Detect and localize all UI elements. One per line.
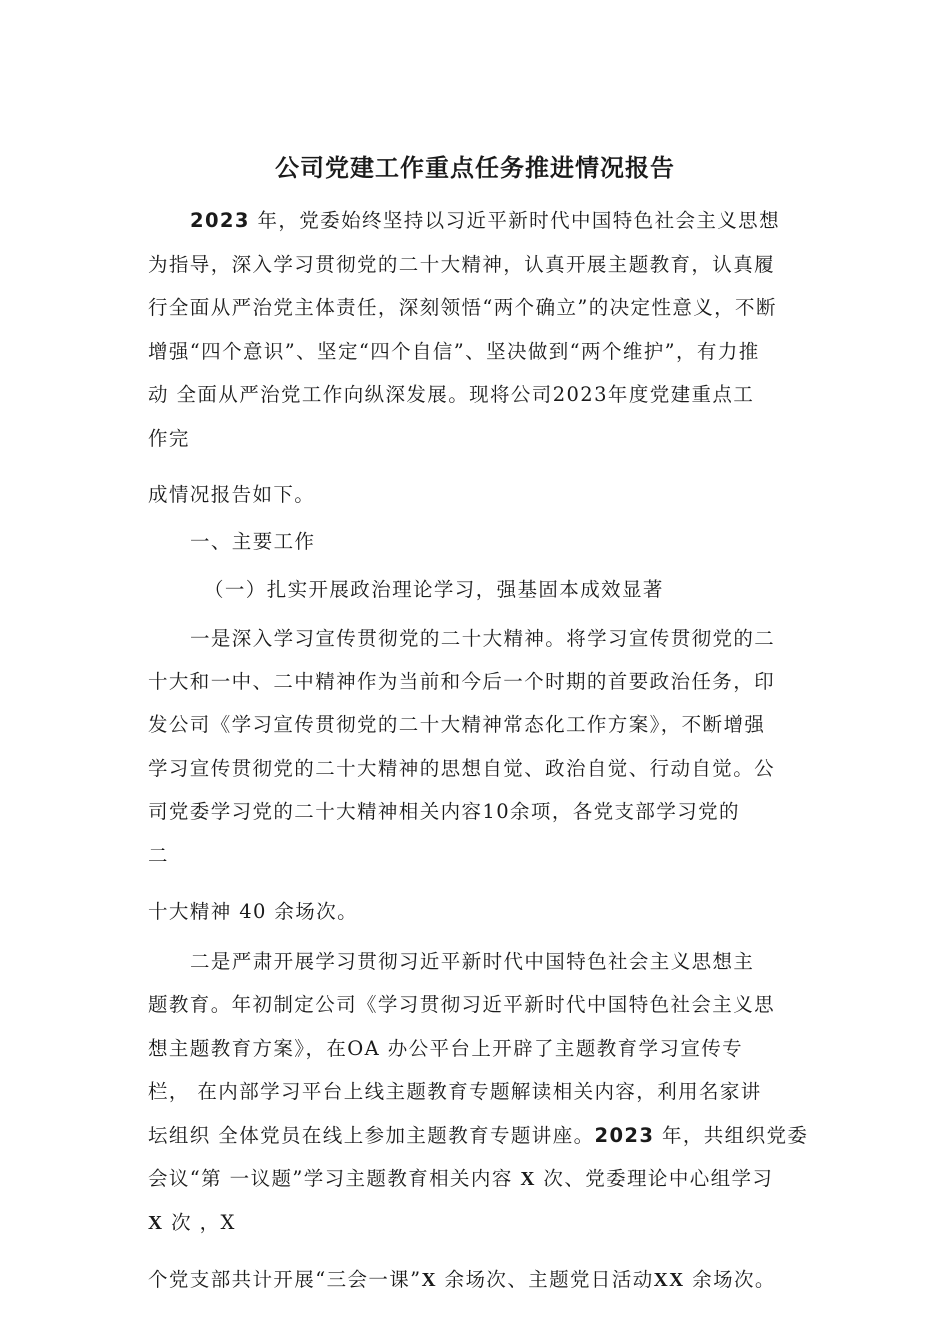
para1-line-5: 司党委学习党的二十大精神相关内容10余项，各党支部学习党的 — [148, 800, 740, 823]
para2-line-2: 题教育。年初制定公司《学习贯彻习近平新时代中国特色社会主义思 — [148, 993, 776, 1016]
para2-placeholder-x2: X — [148, 1213, 164, 1234]
intro-line-2: 为指导，深入学习贯彻党的二十大精神，认真开展主题教育，认真履 — [148, 253, 776, 276]
para2-line-6 — [148, 1166, 773, 1193]
intro-line-7: 成情况报告如下。 — [148, 483, 316, 506]
intro-line-3: 行全面从严治党主体责任，深刻领悟“两个确立”的决定性意义，不断 — [148, 296, 777, 319]
para2-line-8 — [148, 1267, 776, 1294]
para2-line-6-text-a: 会议“第 一议题”学习主题教育相关内容 — [148, 1167, 521, 1190]
intro-line-1-text: 年，党委始终坚持以习近平新时代中国特色社会主义思想 — [249, 209, 780, 232]
para1-line-7: 十大精神 40 余场次。 — [148, 900, 359, 923]
para1-line-4: 学习宣传贯彻党的二十大精神的思想自觉、政治自觉、行动自觉。公 — [148, 757, 776, 780]
intro-line-4: 增强“四个意识”、坚定“四个自信”、坚决做到“两个维护”，有力推 — [148, 340, 760, 363]
para2-line-3: 想主题教育方案》，在OA 办公平台上开辟了主题教育学习宣传专 — [148, 1037, 744, 1060]
para1-line-6: 二 — [148, 844, 169, 867]
para1-line-1: 一是深入学习宣传贯彻党的二十大精神。将学习宣传贯彻党的二 — [190, 627, 776, 650]
para1-line-3: 发公司《学习宣传贯彻党的二十大精神常态化工作方案》，不断增强 — [148, 713, 766, 736]
intro-year: 2023 — [190, 209, 250, 232]
document-title: 公司党建工作重点任务推进情况报告 — [275, 154, 675, 182]
section-heading-main-work: 一、主要工作 — [190, 530, 316, 553]
para2-line-7 — [148, 1210, 236, 1237]
subsection-heading-1: （一）扎实开展政治理论学习，强基固本成效显著 — [204, 578, 664, 601]
intro-line-1 — [190, 208, 780, 234]
para2-line-8-text-a: 个党支部共计开展“三会一课” — [148, 1268, 422, 1291]
intro-line-5: 动 全面从严治党工作向纵深发展。现将公司2023年度党建重点工 — [148, 383, 755, 406]
para2-placeholder-x3: X — [421, 1270, 438, 1291]
para2-line-5-text-a: 坛组织 全体党员在线上参加主题教育专题讲座。 — [148, 1124, 595, 1147]
para2-line-5 — [148, 1123, 808, 1149]
para1-line-2: 十大和一中、二中精神作为当前和今后一个时期的首要政治任务，印 — [148, 670, 776, 693]
para2-line-8-text-e: 余场次。 — [684, 1268, 776, 1291]
para2-line-1: 二是严肃开展学习贯彻习近平新时代中国特色社会主义思想主 — [190, 950, 755, 973]
para2-line-4: 栏， 在内部学习平台上线主题教育专题解读相关内容，利用名家讲 — [148, 1080, 762, 1103]
para2-line-7-text-b: 次 ，X — [163, 1211, 236, 1234]
para2-line-8-text-c: 余场次、主题党日活动 — [437, 1268, 654, 1291]
para2-placeholder-x1: X — [520, 1169, 536, 1190]
para2-line-5-text-c: 年，共组织党委 — [654, 1124, 809, 1147]
para2-line-6-text-c: 次、党委理论中心组学习 — [535, 1167, 774, 1190]
para2-placeholder-xx: XX — [653, 1270, 685, 1291]
intro-line-6: 作完 — [148, 427, 190, 450]
para2-year: 2023 — [594, 1124, 655, 1147]
